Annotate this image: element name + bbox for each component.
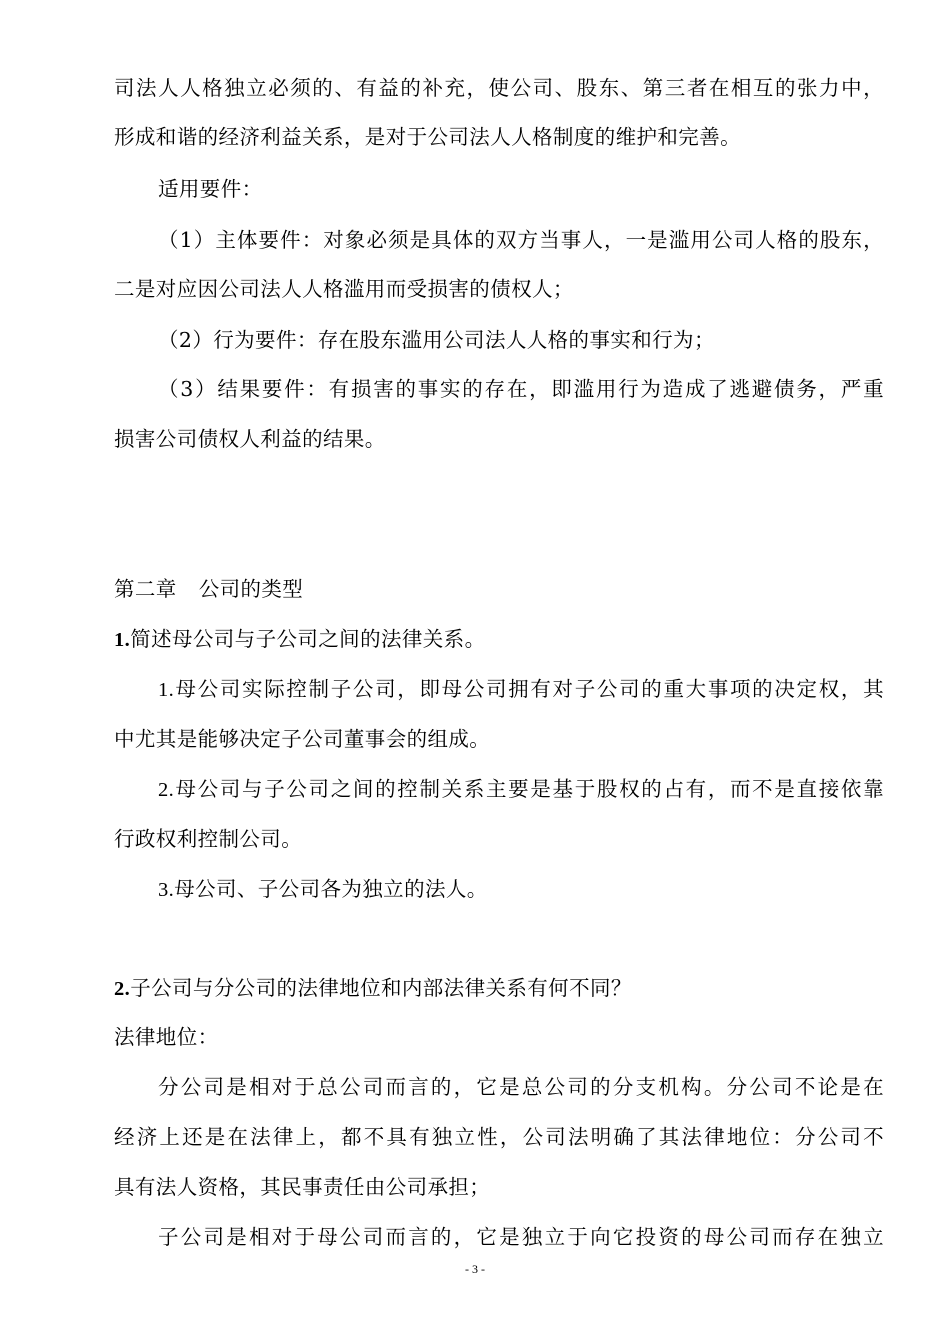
answer-text: 母公司、子公司各为独立的法人。	[174, 877, 488, 901]
answer-item-continuation: 中尤其是能够决定子公司董事会的组成。	[114, 727, 491, 751]
answer-text: 母公司与子公司之间的控制关系主要是基于股权的占有，而不是直接依靠	[174, 777, 884, 801]
paragraph-line: 司法人人格独立必须的、有益的补充，使公司、股东、第三者在相互的张力中，	[114, 76, 884, 100]
answer-item-continuation: 行政权利控制公司。	[114, 827, 303, 851]
paragraph-line: 分公司是相对于总公司而言的，它是总公司的分支机构。分公司不论是在	[158, 1075, 884, 1099]
chapter-heading	[114, 574, 884, 604]
requirement-item: （1）主体要件：对象必须是具体的双方当事人，一是滥用公司人格的股东，	[158, 228, 884, 252]
answer-number: 1.	[158, 679, 175, 701]
paragraph-line: 具有法人资格，其民事责任由公司承担；	[114, 1175, 491, 1199]
answer-number: 3.	[158, 879, 175, 901]
legal-status-heading: 法律地位：	[114, 1025, 219, 1049]
chapter-label: 第二章	[114, 577, 177, 601]
question-number: 1.	[114, 629, 131, 651]
answer-number: 2.	[158, 779, 175, 801]
question-text: 子公司与分公司的法律地位和内部法律关系有何不同？	[130, 976, 632, 1000]
answer-text: 母公司实际控制子公司，即母公司拥有对子公司的重大事项的决定权，其	[174, 677, 884, 701]
requirement-item: （2）行为要件：存在股东滥用公司法人人格的事实和行为；	[158, 328, 715, 352]
question-heading	[114, 973, 884, 1004]
requirement-item-continuation: 损害公司债权人利益的结果。	[114, 427, 386, 451]
paragraph-line: 经济上还是在法律上，都不具有独立性，公司法明确了其法律地位：分公司不	[114, 1125, 884, 1149]
answer-item	[158, 874, 884, 905]
page-number: - 3 -	[465, 1262, 485, 1276]
chapter-title: 公司的类型	[198, 577, 304, 601]
requirement-item: （3）结果要件：有损害的事实的存在，即滥用行为造成了逃避债务，严重	[158, 377, 884, 401]
answer-item	[158, 774, 884, 805]
requirement-item-continuation: 二是对应因公司法人人格滥用而受损害的债权人；	[114, 277, 574, 301]
question-heading	[114, 624, 884, 655]
requirements-heading: 适用要件：	[158, 177, 263, 201]
question-number: 2.	[114, 978, 131, 1000]
paragraph-line: 子公司是相对于母公司而言的，它是独立于向它投资的母公司而存在独立	[158, 1225, 884, 1249]
question-text: 简述母公司与子公司之间的法律关系。	[130, 627, 486, 651]
paragraph-line: 形成和谐的经济利益关系，是对于公司法人人格制度的维护和完善。	[114, 125, 741, 149]
answer-item	[158, 674, 884, 705]
